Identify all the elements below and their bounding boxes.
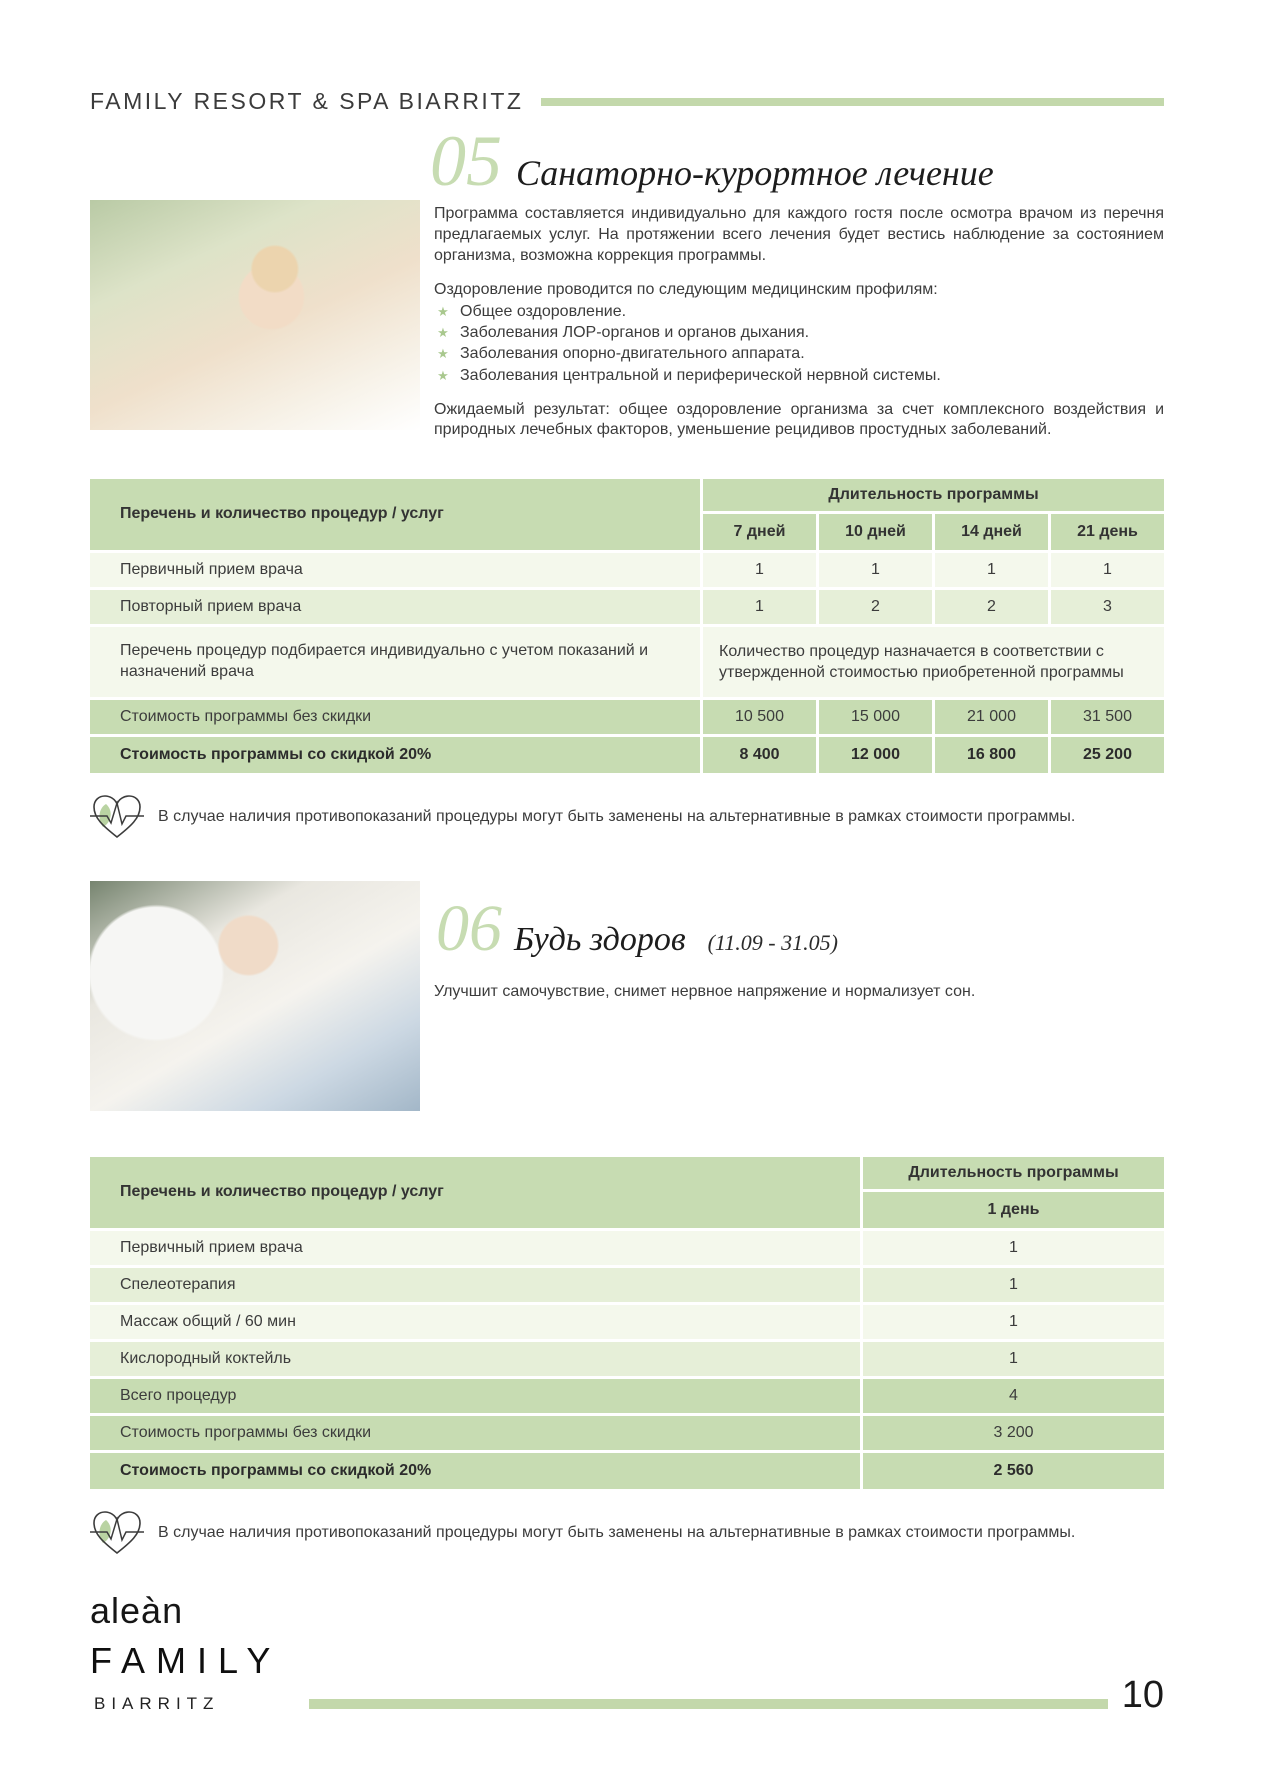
contraindication-note: [90, 1509, 1164, 1557]
resort-name: FAMILY RESORT & SPA BIARRITZ: [90, 88, 524, 114]
page-footer: [90, 1590, 1164, 1714]
alean-family-logo: [90, 1590, 281, 1714]
table-merged-note: Количество процедур назначается в соответствии с утвержденной стоимостью приобретенной программы: [703, 627, 1164, 697]
table-cell: 1: [863, 1305, 1164, 1339]
contraindication-note: [90, 793, 1164, 841]
table-cell: 1: [703, 590, 816, 624]
note-text: В случае наличия противопоказаний процедуры могут быть заменены на альтернативные в рамках стоимости программы.: [158, 807, 1076, 825]
heart-pulse-icon: [90, 1509, 144, 1557]
table-row-label: Первичный прием врача: [90, 553, 700, 587]
table-row-label: Стоимость программы со скидкой 20%: [90, 1453, 860, 1489]
table-row-label: Первичный прием врача: [90, 1231, 860, 1265]
table-header-duration: Длительность программы: [863, 1157, 1164, 1189]
table-cell: 1: [819, 553, 932, 587]
section-06-intro: Улучшит самочувствие, снимет нервное напряжение и нормализует сон.: [434, 983, 976, 1001]
star-icon: ★: [437, 325, 449, 341]
star-icon: ★: [437, 346, 449, 362]
logo-family: FAMILY: [90, 1640, 282, 1681]
section-06-dates: (11.09 - 31.05): [707, 930, 838, 956]
list-item-label: Заболевания опорно-двигательного аппарата.: [460, 345, 805, 363]
page-header: [90, 88, 1164, 115]
table-cell: 21 000: [935, 700, 1048, 734]
section-05-title: Санаторно-курортное лечение: [516, 153, 994, 193]
table-row-label: Повторный прием врача: [90, 590, 700, 624]
table-header-services: Перечень и количество процедур / услуг: [90, 479, 700, 550]
table-cell: 2: [819, 590, 932, 624]
section-05-number: 05: [430, 121, 502, 201]
column-header: 21 день: [1051, 514, 1164, 550]
table-cell: 3: [1051, 590, 1164, 624]
list-item-label: Заболевания ЛОР-органов и органов дыхания.: [460, 324, 810, 342]
medical-profiles-list: [434, 301, 1164, 385]
table-row-label: Кислородный коктейль: [90, 1342, 860, 1376]
table-row-label: Спелеотерапия: [90, 1268, 860, 1302]
section-06-number: 06: [436, 892, 502, 966]
table-cell: 31 500: [1051, 700, 1164, 734]
section-06-heading: [436, 892, 1164, 966]
table-cell: 4: [863, 1379, 1164, 1413]
logo-city: BIARRITZ: [94, 1694, 220, 1713]
section-06-content: [90, 881, 1164, 1111]
table-cell: 8 400: [703, 737, 816, 773]
table-header-duration: Длительность программы: [703, 479, 1164, 511]
star-icon: ★: [437, 367, 449, 383]
table-cell: 12 000: [819, 737, 932, 773]
note-text: В случае наличия противопоказаний процедуры могут быть заменены на альтернативные в рамках стоимости программы.: [158, 1523, 1076, 1541]
table-cell: 3 200: [863, 1416, 1164, 1450]
table-cell: 1: [1051, 553, 1164, 587]
table-cell: 2: [935, 590, 1048, 624]
column-header: 10 дней: [819, 514, 932, 550]
program-table-05: [90, 479, 1164, 773]
table-row-label: Стоимость программы без скидки: [90, 700, 700, 734]
table-row-label: Перечень процедур подбирается индивидуально с учетом показаний и назначений врача: [90, 627, 700, 697]
table-cell: 1: [863, 1231, 1164, 1265]
section-05-heading: [430, 121, 1164, 201]
star-icon: ★: [437, 304, 449, 320]
table-cell: 1: [935, 553, 1048, 587]
table-row-label: Массаж общий / 60 мин: [90, 1305, 860, 1339]
column-header: 7 дней: [703, 514, 816, 550]
list-item: [434, 343, 1164, 364]
profiles-list-title: Оздоровление проводится по следующим медицинским профилям:: [434, 281, 938, 299]
child-massage-photo: [90, 200, 420, 430]
heart-pulse-icon: [90, 793, 144, 841]
column-header: 1 день: [863, 1192, 1164, 1228]
list-item: [434, 365, 1164, 386]
table-row-label: Всего процедур: [90, 1379, 860, 1413]
list-item: [434, 322, 1164, 343]
doctor-child-photo: [90, 881, 420, 1111]
table-cell: 2 560: [863, 1453, 1164, 1489]
list-item-label: Общее оздоровление.: [460, 303, 627, 321]
list-item: [434, 301, 1164, 322]
page-number: 10: [1121, 1674, 1164, 1716]
table-row-label: Стоимость программы со скидкой 20%: [90, 737, 700, 773]
section-05: [90, 121, 1164, 841]
section-06: [90, 841, 1164, 1557]
section-06-title: Будь здоров: [514, 921, 686, 959]
table-cell: 10 500: [703, 700, 816, 734]
table-cell: 1: [863, 1342, 1164, 1376]
table-cell: 1: [863, 1268, 1164, 1302]
table-cell: 1: [703, 553, 816, 587]
table-row-label: Стоимость программы без скидки: [90, 1416, 860, 1450]
footer-divider-line: [309, 1699, 1107, 1709]
table-header-services: Перечень и количество процедур / услуг: [90, 1157, 860, 1228]
column-header: 14 дней: [935, 514, 1048, 550]
section-05-text: [434, 200, 1164, 455]
section-05-content: [90, 200, 1164, 455]
header-divider-line: [541, 98, 1164, 106]
program-table-06: [90, 1157, 1164, 1489]
intro-paragraph: Программа составляется индивидуально для каждого гостя после осмотра врачом из перечня предлагаемых услуг. На протяжении всего лечения будет вестись наблюдение за состоянием организма, возможна коррекция программы.: [434, 205, 1164, 264]
section-06-text: [434, 881, 1164, 1111]
table-cell: 16 800: [935, 737, 1048, 773]
table-cell: 25 200: [1051, 737, 1164, 773]
table-cell: 15 000: [819, 700, 932, 734]
expected-result-paragraph: Ожидаемый результат: общее оздоровление организма за счет комплексного воздействия и природных лечебных факторов, уменьшение рецидивов простудных заболеваний.: [434, 400, 1164, 439]
list-item-label: Заболевания центральной и периферической нервной системы.: [460, 366, 941, 384]
logo-brand: aleàn: [90, 1590, 184, 1631]
